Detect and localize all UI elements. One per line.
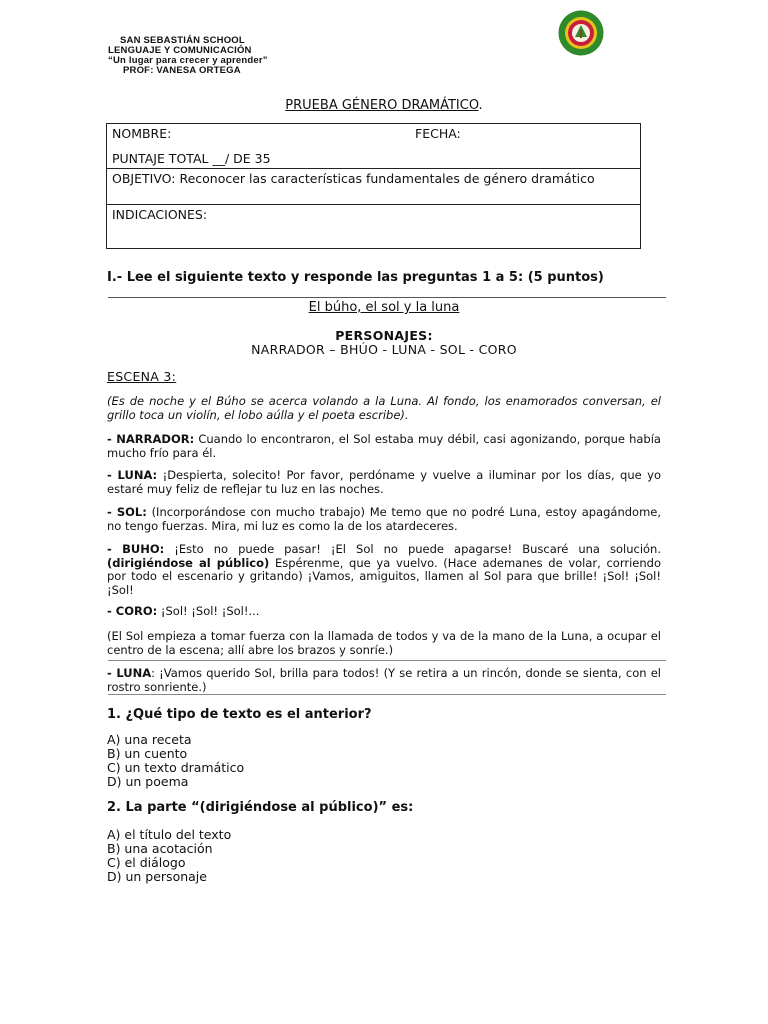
instructions-label: INDICACIONES: [107, 205, 641, 249]
dialogue-sol: - SOL: (Incorporándose con mucho trabajo) Me temo que no podré Luna, estoy apagándome, no tengo fuerzas. Mira, mi luz es como la de los atardeceres. [107, 505, 662, 533]
characters-list: NARRADOR – BHÚO - LUNA - SOL - CORO [251, 342, 517, 357]
dialogue-coro: - CORO: ¡Sol! ¡Sol! ¡Sol!... [107, 604, 260, 618]
divider [108, 694, 666, 695]
school-name: SAN SEBASTIÁN SCHOOL [120, 35, 245, 46]
option: C) el diálogo [107, 855, 186, 870]
stage-direction-2: (El Sol empieza a tomar fuerza con la llamada de todos y va de la mano de la Luna, a ocupar el centro de la escena; allí abre los brazos y sonríe.) [107, 629, 661, 657]
subject-name: LENGUAJE Y COMUNICACIÓN [108, 45, 252, 56]
question-2: 2. La parte “(dirigiéndose al público)” es: [107, 800, 414, 815]
divider [108, 660, 666, 661]
option: B) una acotación [107, 841, 213, 856]
teacher-name: PROF: VANESA ORTEGA [123, 65, 241, 76]
dialogue-luna: - LUNA: ¡Despierta, solecito! Por favor, perdóname y vuelve a iluminar por los días, que yo estaré muy feliz de reflejar tu luz en las noches. [107, 468, 661, 496]
objective-text: OBJETIVO: Reconocer las características fundamentales de género dramático [107, 169, 641, 205]
option: A) una receta [107, 732, 192, 747]
question-2-options [107, 828, 231, 884]
option: B) un cuento [107, 746, 188, 761]
question-1: 1. ¿Qué tipo de texto es el anterior? [107, 707, 372, 722]
dialogue-narrador: - NARRADOR: Cuando lo encontraron, el Sol estaba muy débil, casi agonizando, porque había mucho frío para él. [107, 432, 661, 460]
student-info-table [106, 123, 641, 249]
option: A) el título del texto [107, 827, 232, 842]
dialogue-luna-2: - LUNA: ¡Vamos querido Sol, brilla para todos! (Y se retira a un rincón, donde se sienta, con el rostro sonriente.) [107, 666, 662, 694]
scene-label: ESCENA 3: [107, 369, 177, 384]
characters-label: PERSONAJES: [335, 328, 433, 343]
option: D) un personaje [107, 869, 207, 884]
page-title: PRUEBA GÉNERO DRAMÁTICO. [285, 98, 483, 113]
option: D) un poema [107, 774, 189, 789]
dialogue-buho: - BUHO: ¡Esto no puede pasar! ¡El Sol no puede apagarse! Buscaré una solución. (dirigiéndose al público) Espérenme, que ya vuelvo. (Hace ademanes de volar, corriendo por todo el escenario y gritando) ¡Vamos, amiguitos, llamen al Sol para que brille! ¡Sol! ¡Sol! ¡Sol! [107, 542, 661, 597]
question-1-options [107, 733, 244, 789]
section-heading: I.- Lee el siguiente texto y responde las preguntas 1 a 5: (5 puntos) [107, 270, 604, 285]
date-label: FECHA: [415, 126, 461, 141]
school-logo [558, 10, 604, 56]
school-header [108, 36, 268, 76]
name-label: NOMBRE: [112, 126, 172, 141]
school-motto: “Un lugar para crecer y aprender” [108, 55, 268, 66]
story-title: El búho, el sol y la luna [308, 300, 460, 315]
option: C) un texto dramático [107, 760, 245, 775]
score-label: PUNTAJE TOTAL __/ DE 35 [112, 151, 271, 166]
divider [108, 297, 666, 298]
stage-direction: (Es de noche y el Búho se acerca volando a la Luna. Al fondo, los enamorados conversan, el grillo toca un violín, el lobo aúlla y el poeta escribe). [107, 394, 661, 422]
